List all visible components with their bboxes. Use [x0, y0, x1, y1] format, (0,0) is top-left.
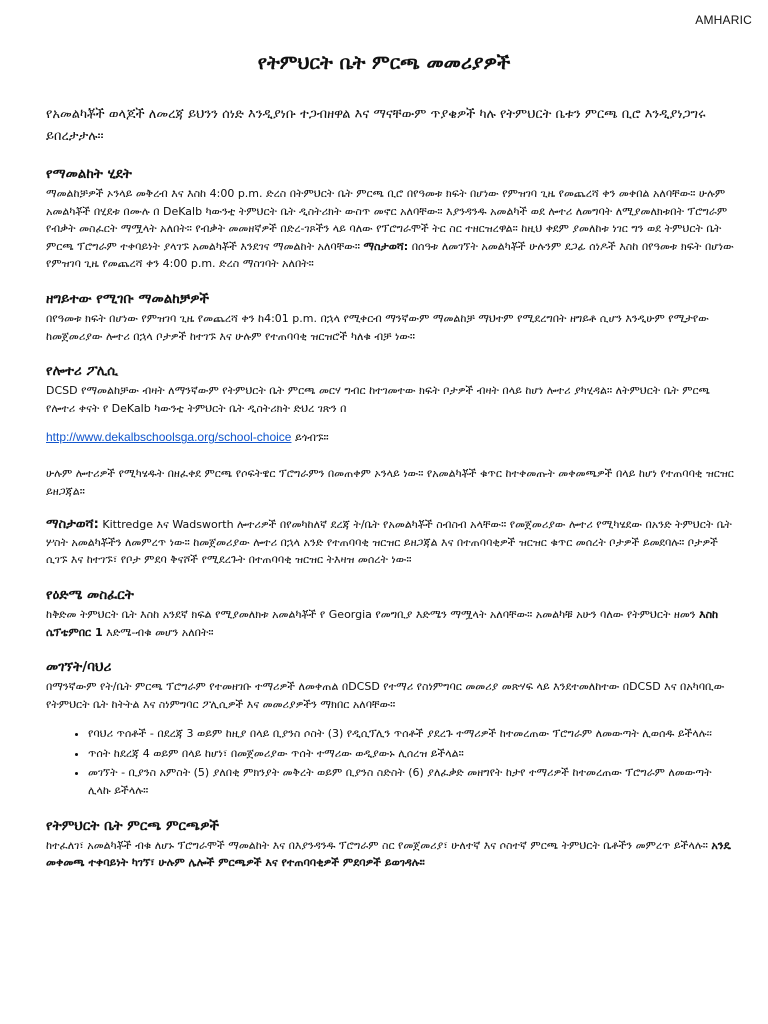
document-content	[46, 104, 736, 888]
section-heading: የትምህርት ቤት ምርጫ ምርጫዎች	[46, 817, 220, 834]
intro-paragraph: የአመልካቾች ወላጆች ለመረጃ ይህንን ሰነድ እንዲያነቡ ተጋብዘዋል እና ማናቸውም ጥያቄዎች ካሉ የትምህርት ቤቱን ምርጫ ቢሮ እንዲያነጋግሩ ይበረታታሉ።	[46, 107, 706, 144]
age-cutoff-date: እስከ ሴፕቴምበር 1	[46, 607, 719, 639]
lottery-link-line	[46, 429, 736, 447]
note-label: ማስታወሻ:	[46, 517, 99, 533]
list-item: • ጥሰት ከደረጃ 4 ወይም በላይ ከሆነ፣ በመጀመሪያው ጥሰት ተማሪው ወዲያውኑ ሊሰረዝ ይችላል።	[88, 745, 736, 763]
section-attendance-behavior	[46, 657, 736, 800]
age-text-before: ከቅድመ ትምህርት ቤት እስከ አንደኛ ክፍል የሚያመለክቱ አመልካቾች የ Georgia የመግቢያ እድሜን ማሟላት አለባቸው። አመልካቹ አሁን ባለው የትምህርት ዘመን	[46, 607, 700, 621]
language-label: AMHARIC	[695, 13, 752, 27]
lottery-paragraph-1	[46, 382, 736, 417]
note-label: ማስታወሻ:	[363, 239, 409, 253]
section-heading: የዕድሜ መስፈርት	[46, 586, 134, 603]
lottery-text: DCSD የማመልከቻው ብዛት ለማንኛውም የትምህርት ቤት ምርጫ መርሃ ግብር ከተገመተው ክፍት ቦታዎች ብዛት በላይ ከሆነ ሎተሪ ያካሂዳል። ለትምህርት ቤት ምርጫ የሎተሪ ቀናት የ DeKalb ካውንቲ ትምህርት ቤት ዲስትሪክት ድህረ ገጽን በ	[46, 384, 710, 415]
section-body	[46, 837, 736, 872]
section-body: በማንኛውም የት/ቤት ምርጫ ፕሮግራም የተመዘገቡ ተማሪዎች ለመቀጠል በDCSD የተማሪ የስነምግባር መመሪያ መጽሃፍ ላይ እንደተመለከተው በDCSD እና በአካባቢው የትምህርት ቤት ከትትል እና ስነምግባር ፖሊሲዎች እና መመሪያዎችን ማክበር አለባቸው።	[46, 680, 725, 711]
section-body	[46, 185, 736, 273]
section-application-process	[46, 164, 736, 273]
section-late-applications	[46, 289, 736, 345]
lottery-paragraph-2: ሁሉም ሎተሪዎች የሚካሄዱት በዘፈቀደ ምርጫ የሶፍትዌር ፕሮግራምን በመጠቀም ኦንላይ ነው። የአመልካቾች ቁጥር ከተቀመጡት መቀመጫዎች በላይ ከሆነ የተጠባባቂ ዝርዝር ይዘጋጃል።	[46, 466, 734, 498]
section-age-requirement	[46, 585, 736, 641]
section-body	[46, 606, 736, 641]
section-heading: ዘግይተው የሚገቡ ማመልከቻዎች	[46, 290, 210, 307]
age-text-after: እድሜ-ብቁ መሆን አለበት።	[102, 625, 214, 639]
lottery-note	[46, 516, 736, 569]
section-heading: የሎተሪ ፖሊሲ	[46, 363, 118, 380]
section-text: ማመልከቻዎች ኦንላይ መቅረብ እና እስከ 4:00 p.m. ድረስ በትምህርት ቤት ምርጫ ቢሮ በየዓመቱ ክፍት በሆነው የምዝገባ ጊዜ የመጨረሻ ቀን መቀበል አለባቸው። ሁሉም አመልካቾች በሂደቱ በሙሉ በ DeKalb ካውንቲ ትምህርት ቤት ዲስትሪክት ውስጥ መኖር አለባቸው። እያንዳንዱ አመልካች ወደ ሎተሪ ለመግባት ለሚያመለክቱበት ፕሮግራም የብቃት መስፈርት ማሟላት አለበት። የብቃት መመዘኛዎች በድረ-ገጾችን ላይ ባለው የፕሮግራሞች ትር ስር ተዘርዝረዋል። ከዚህ ቀደም ያመለከቱ ነገር ግን ወደ ትምህርት ቤት ምርጫ ፕሮግራም ተቀባይነት ያላገኙ አመልካቾች እንደገና ማመልከት አለባቸው።	[46, 187, 728, 253]
section-body: በየዓመቱ ክፍት በሆነው የምዝገባ ጊዜ የመጨረሻ ቀን ከ4:01 p.m. በኋላ የሚቀርብ ማንኛውም ማመልከቻ ማህተም የሚደረግበት ዘግይቶ ሲሆን እንዲሁም የሚታየው ከመጀመሪያው ሎተሪ በኋላ ቦታዎች ከተገኙ እና ሁሉም የተጠባባቂ ዝርዝሮች ካለቁ ብቻ ነው።	[46, 311, 709, 343]
note-text: Kittredge እና Wadsworth ሎተሪዎች በየመካከለኛ ደረጃ ት/ቤት የአመልካቾች ስብስብ አላቸው። የመጀመሪያው ሎተሪ የሚካሄደው በአንድ ትምህርት ቤት ሦስት አመልካቾችን ለመምረጥ ነው። ከመጀመሪያው ሎተሪ በኋላ አንድ የተጠባባቂ ዝርዝር ይዘጋጃል እና በተጠባባቂዎች ዝርዝር ቁጥር መሰረት ቦታዎች ይመደባሉ። ቦታዎች ሲገኙ እና ከተገኙ፣ የቦታ ምደባ ቅናሾች የሚደረጉት በተጠባባቂ ዝርዝር ትእዛዝ መሰረት ነው።	[46, 518, 732, 567]
section-heading: የማመልከት ሂደት	[46, 166, 132, 182]
lottery-link-suffix: ይጎብኙ።	[291, 431, 329, 445]
options-bold-text: አንዴ መቀመጫ ተቀባይነት ካገኘ፣ ሁሉም ሌሎች ምርጫዎች እና የተጠባባቂዎች ምደባዎች ይወገዳሉ።	[46, 838, 731, 870]
section-school-choice-options	[46, 816, 736, 872]
list-item: • የባህሪ ጥሰቶች - በደረጃ 3 ወይም ከዚያ በላይ ቢያንስ ሶስት (3) የዲሲፕሊን ጥሰቶች ያደረጉ ተማሪዎች ከተመረጠው ፕሮግራም ለመውጣት ሊወሰዱ ይችላሉ፡፡	[88, 725, 736, 743]
school-choice-link[interactable]: http://www.dekalbschoolsga.org/school-choice	[46, 430, 292, 445]
note-text: በሰዓቱ ለመገኘት አመልካቾች ሁሉንም ደጋፊ ሰነዶች እስከ በየዓመቱ ክፍት በሆነው የምዝገባ ጊዜ የመጨረሻ ቀን 4:00 p.m. ድረስ ማስገባት አለበት።	[46, 239, 734, 271]
section-heading: መገኘት/ባህሪ	[46, 659, 112, 676]
attendance-bullet-list	[46, 725, 736, 799]
options-text: ከተፈለገ፣ አመልካቾች ብቁ ለሆኑ ፕሮግራሞች ማመልከት እና በእያንዳንዱ ፕሮግራም ስር የመጀመሪያ፣ ሁለተኛ እና ሶስተኛ ምርጫ ትምህርት ቤቶችን መምረጥ ይችላሉ።	[46, 838, 708, 852]
list-item: • መገኘት - ቢያንስ አምስት (5) ያለበቂ ምክንያት መቅረት ወይም ቢያንስ ስድስት (6) ያለፈቃድ መዘግየት ከታየ ተማሪዎች ከተመረጠው ፕሮግራም ለመውጣት ሊላኩ ይችላሉ።	[88, 764, 736, 799]
section-lottery-policy	[46, 361, 736, 569]
page-title: የትምህርት ቤት ምርጫ መመሪያዎች	[257, 52, 511, 74]
